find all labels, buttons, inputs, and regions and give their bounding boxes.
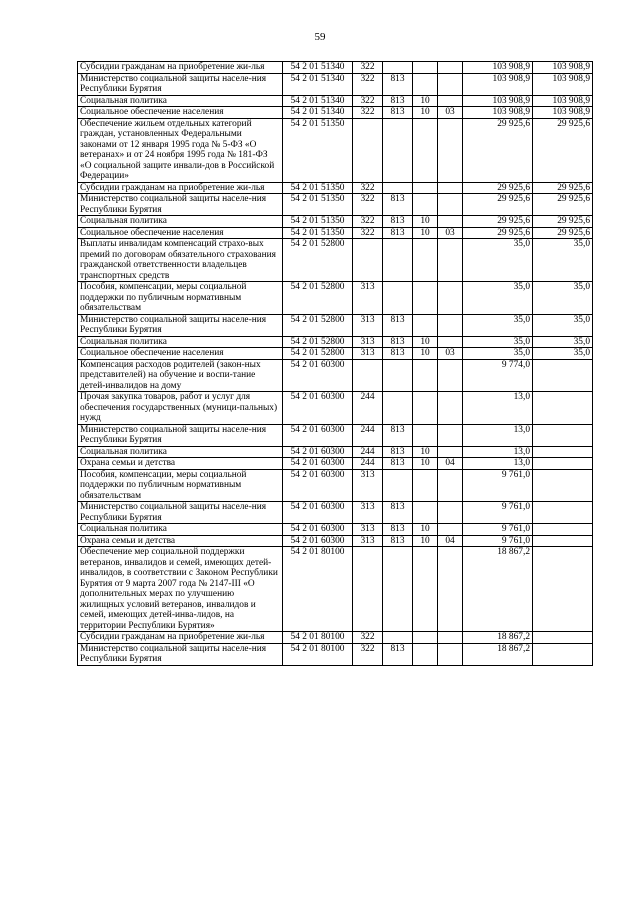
cell-subsection: 04 <box>438 458 463 470</box>
cell-name: Компенсация расходов родителей (закон-ных представителей) на обучение и воспи-тание детей-инвалидов на дому <box>78 359 283 392</box>
table-row <box>78 469 593 502</box>
table-row <box>78 107 593 119</box>
cell-section <box>413 62 438 74</box>
table-row <box>78 359 593 392</box>
cell-sum-2: 29 925,6 <box>533 182 593 194</box>
table-row <box>78 73 593 95</box>
cell-section <box>413 632 438 644</box>
cell-sum-2: 103 908,9 <box>533 107 593 119</box>
cell-section: 10 <box>413 535 438 547</box>
cell-subsection <box>438 446 463 458</box>
cell-section: 10 <box>413 107 438 119</box>
cell-sum-2: 35,0 <box>533 314 593 336</box>
cell-target-article: 54 2 01 80100 <box>283 632 353 644</box>
cell-name: Субсидии гражданам на приобретение жи-лья <box>78 632 283 644</box>
cell-section: 10 <box>413 227 438 239</box>
cell-sum-2 <box>533 535 593 547</box>
cell-expense-type: 322 <box>353 632 383 644</box>
cell-target-article: 54 2 01 51350 <box>283 182 353 194</box>
cell-sum-1: 35,0 <box>463 336 533 348</box>
cell-expense-type: 313 <box>353 314 383 336</box>
cell-sum-1: 35,0 <box>463 239 533 282</box>
cell-name: Охрана семьи и детства <box>78 458 283 470</box>
cell-subsection <box>438 632 463 644</box>
cell-sum-2: 29 925,6 <box>533 227 593 239</box>
cell-section: 10 <box>413 336 438 348</box>
cell-sum-2: 29 925,6 <box>533 194 593 216</box>
cell-ministry-code: 813 <box>383 524 413 536</box>
cell-section <box>413 359 438 392</box>
cell-name: Пособия, компенсации, меры социальной поддержки по публичным нормативным обязательствам <box>78 282 283 315</box>
cell-ministry-code: 813 <box>383 535 413 547</box>
cell-ministry-code: 813 <box>383 424 413 446</box>
cell-subsection <box>438 392 463 425</box>
cell-sum-1: 103 908,9 <box>463 107 533 119</box>
cell-target-article: 54 2 01 51350 <box>283 194 353 216</box>
cell-ministry-code <box>383 239 413 282</box>
cell-sum-1: 9 774,0 <box>463 359 533 392</box>
cell-name: Министерство социальной защиты населе-ния Республики Бурятия <box>78 314 283 336</box>
cell-ministry-code <box>383 182 413 194</box>
cell-ministry-code: 813 <box>383 314 413 336</box>
cell-sum-2 <box>533 502 593 524</box>
cell-name: Социальная политика <box>78 95 283 107</box>
cell-ministry-code <box>383 118 413 182</box>
cell-expense-type: 313 <box>353 535 383 547</box>
cell-expense-type: 322 <box>353 182 383 194</box>
cell-ministry-code <box>383 282 413 315</box>
cell-target-article: 54 2 01 51340 <box>283 107 353 119</box>
cell-target-article: 54 2 01 80100 <box>283 643 353 665</box>
cell-sum-1: 103 908,9 <box>463 62 533 74</box>
cell-target-article: 54 2 01 52800 <box>283 348 353 360</box>
cell-expense-type: 322 <box>353 95 383 107</box>
cell-expense-type <box>353 239 383 282</box>
cell-sum-1: 13,0 <box>463 458 533 470</box>
cell-subsection <box>438 336 463 348</box>
cell-expense-type: 313 <box>353 502 383 524</box>
cell-sum-2: 29 925,6 <box>533 118 593 182</box>
cell-subsection <box>438 62 463 74</box>
cell-section <box>413 547 438 632</box>
cell-sum-1: 18 867,2 <box>463 632 533 644</box>
cell-sum-2 <box>533 424 593 446</box>
cell-section <box>413 194 438 216</box>
cell-subsection <box>438 359 463 392</box>
cell-name: Министерство социальной защиты населе-ния Республики Бурятия <box>78 502 283 524</box>
cell-name: Социальная политика <box>78 446 283 458</box>
budget-table <box>77 61 593 666</box>
table-row <box>78 502 593 524</box>
cell-ministry-code: 813 <box>383 216 413 228</box>
cell-ministry-code: 813 <box>383 194 413 216</box>
cell-expense-type <box>353 547 383 632</box>
cell-sum-2 <box>533 547 593 632</box>
cell-section <box>413 424 438 446</box>
cell-name: Социальное обеспечение населения <box>78 227 283 239</box>
cell-target-article: 54 2 01 52800 <box>283 336 353 348</box>
cell-sum-1: 9 761,0 <box>463 535 533 547</box>
table-row <box>78 643 593 665</box>
cell-sum-1: 29 925,6 <box>463 227 533 239</box>
cell-target-article: 54 2 01 51350 <box>283 227 353 239</box>
cell-name: Выплаты инвалидам компенсаций страхо-вых премий по договорам обязательного страхования гражданской ответственности владельцев транспортных средств <box>78 239 283 282</box>
cell-target-article: 54 2 01 52800 <box>283 314 353 336</box>
cell-sum-2 <box>533 632 593 644</box>
cell-subsection: 03 <box>438 227 463 239</box>
cell-subsection <box>438 547 463 632</box>
cell-expense-type: 322 <box>353 216 383 228</box>
page-number: 59 <box>314 31 326 43</box>
cell-target-article: 54 2 01 60300 <box>283 535 353 547</box>
cell-name: Министерство социальной защиты населе-ния Республики Бурятия <box>78 424 283 446</box>
cell-ministry-code: 813 <box>383 95 413 107</box>
cell-name: Социальное обеспечение населения <box>78 348 283 360</box>
cell-subsection <box>438 643 463 665</box>
cell-sum-2: 35,0 <box>533 336 593 348</box>
cell-sum-1: 13,0 <box>463 392 533 425</box>
cell-ministry-code <box>383 547 413 632</box>
cell-target-article: 54 2 01 60300 <box>283 502 353 524</box>
cell-sum-1: 9 761,0 <box>463 469 533 502</box>
cell-sum-2: 35,0 <box>533 239 593 282</box>
cell-sum-2: 103 908,9 <box>533 62 593 74</box>
cell-expense-type: 244 <box>353 424 383 446</box>
cell-expense-type: 322 <box>353 62 383 74</box>
cell-sum-2 <box>533 392 593 425</box>
cell-target-article: 54 2 01 52800 <box>283 239 353 282</box>
cell-expense-type: 322 <box>353 194 383 216</box>
cell-sum-1: 35,0 <box>463 282 533 315</box>
cell-ministry-code <box>383 392 413 425</box>
cell-sum-1: 29 925,6 <box>463 216 533 228</box>
cell-ministry-code: 813 <box>383 643 413 665</box>
cell-name: Субсидии гражданам на приобретение жи-лья <box>78 62 283 74</box>
cell-ministry-code <box>383 632 413 644</box>
cell-ministry-code: 813 <box>383 348 413 360</box>
cell-subsection <box>438 95 463 107</box>
cell-sum-2 <box>533 359 593 392</box>
table-row <box>78 239 593 282</box>
table-row <box>78 314 593 336</box>
table-row <box>78 348 593 360</box>
cell-sum-2 <box>533 446 593 458</box>
cell-subsection: 03 <box>438 348 463 360</box>
cell-name: Социальное обеспечение населения <box>78 107 283 119</box>
cell-section <box>413 73 438 95</box>
cell-name: Охрана семьи и детства <box>78 535 283 547</box>
cell-sum-1: 18 867,2 <box>463 547 533 632</box>
table-row <box>78 95 593 107</box>
cell-target-article: 54 2 01 80100 <box>283 547 353 632</box>
cell-subsection <box>438 182 463 194</box>
table-row <box>78 194 593 216</box>
cell-target-article: 54 2 01 60300 <box>283 359 353 392</box>
cell-section: 10 <box>413 458 438 470</box>
cell-subsection <box>438 524 463 536</box>
cell-expense-type: 244 <box>353 392 383 425</box>
cell-ministry-code: 813 <box>383 107 413 119</box>
cell-subsection <box>438 502 463 524</box>
cell-sum-1: 29 925,6 <box>463 118 533 182</box>
cell-sum-1: 103 908,9 <box>463 73 533 95</box>
cell-section: 10 <box>413 348 438 360</box>
cell-name: Министерство социальной защиты населе-ния Республики Бурятия <box>78 73 283 95</box>
cell-sum-2: 103 908,9 <box>533 95 593 107</box>
cell-target-article: 54 2 01 60300 <box>283 424 353 446</box>
cell-sum-2 <box>533 643 593 665</box>
cell-sum-2: 29 925,6 <box>533 216 593 228</box>
table-row <box>78 118 593 182</box>
cell-section <box>413 239 438 282</box>
cell-expense-type: 322 <box>353 73 383 95</box>
cell-target-article: 54 2 01 60300 <box>283 446 353 458</box>
cell-name: Обеспечение жильем отдельных категорий граждан, установленных Федеральными законами от 12 января 1995 года № 5-ФЗ «О ветеранах» и от 24 ноября 1995 года № 181-ФЗ «О социальной защите инвали-дов в Российской Федерации» <box>78 118 283 182</box>
table-row <box>78 547 593 632</box>
cell-section: 10 <box>413 524 438 536</box>
cell-sum-2 <box>533 524 593 536</box>
cell-target-article: 54 2 01 60300 <box>283 458 353 470</box>
cell-ministry-code: 813 <box>383 73 413 95</box>
cell-target-article: 54 2 01 51340 <box>283 62 353 74</box>
cell-name: Субсидии гражданам на приобретение жи-лья <box>78 182 283 194</box>
table-row <box>78 632 593 644</box>
table-row <box>78 392 593 425</box>
cell-ministry-code <box>383 359 413 392</box>
table-row <box>78 282 593 315</box>
cell-section <box>413 392 438 425</box>
table-row <box>78 446 593 458</box>
cell-name: Министерство социальной защиты населе-ния Республики Бурятия <box>78 194 283 216</box>
cell-ministry-code: 813 <box>383 227 413 239</box>
cell-sum-2: 35,0 <box>533 348 593 360</box>
cell-ministry-code: 813 <box>383 458 413 470</box>
cell-target-article: 54 2 01 51340 <box>283 95 353 107</box>
cell-target-article: 54 2 01 52800 <box>283 282 353 315</box>
cell-ministry-code: 813 <box>383 446 413 458</box>
cell-expense-type: 244 <box>353 458 383 470</box>
cell-target-article: 54 2 01 60300 <box>283 469 353 502</box>
cell-target-article: 54 2 01 60300 <box>283 392 353 425</box>
cell-expense-type: 322 <box>353 227 383 239</box>
cell-section: 10 <box>413 216 438 228</box>
cell-target-article: 54 2 01 51340 <box>283 73 353 95</box>
cell-subsection: 03 <box>438 107 463 119</box>
cell-sum-1: 29 925,6 <box>463 194 533 216</box>
cell-ministry-code <box>383 62 413 74</box>
table-row <box>78 62 593 74</box>
cell-sum-1: 35,0 <box>463 348 533 360</box>
cell-sum-1: 9 761,0 <box>463 502 533 524</box>
cell-subsection <box>438 194 463 216</box>
cell-sum-1: 29 925,6 <box>463 182 533 194</box>
cell-ministry-code: 813 <box>383 336 413 348</box>
table-row <box>78 458 593 470</box>
cell-name: Прочая закупка товаров, работ и услуг для обеспечения государственных (муници-пальных) нужд <box>78 392 283 425</box>
cell-sum-1: 13,0 <box>463 424 533 446</box>
cell-section <box>413 118 438 182</box>
cell-subsection <box>438 118 463 182</box>
cell-section: 10 <box>413 446 438 458</box>
cell-subsection <box>438 282 463 315</box>
table-row <box>78 535 593 547</box>
cell-sum-1: 103 908,9 <box>463 95 533 107</box>
cell-name: Социальная политика <box>78 336 283 348</box>
cell-subsection <box>438 239 463 282</box>
cell-expense-type: 313 <box>353 336 383 348</box>
cell-name: Обеспечение мер социальной поддержки ветеранов, инвалидов и семей, имеющих детей-инвалидов, в соответствии с Законом Республики Бурятия от 9 марта 2007 года № 2147-III «О дополнительных мерах по улучшению жилищных условий ветеранов, инвалидов и семей, имеющих детей-инва-лидов, на территории Республики Бурятия» <box>78 547 283 632</box>
cell-section <box>413 282 438 315</box>
cell-sum-1: 35,0 <box>463 314 533 336</box>
cell-expense-type: 244 <box>353 446 383 458</box>
cell-section <box>413 182 438 194</box>
cell-target-article: 54 2 01 51350 <box>283 118 353 182</box>
cell-subsection <box>438 424 463 446</box>
cell-section: 10 <box>413 95 438 107</box>
table-row <box>78 216 593 228</box>
cell-section <box>413 502 438 524</box>
cell-section <box>413 469 438 502</box>
table-row <box>78 424 593 446</box>
table-row <box>78 524 593 536</box>
cell-target-article: 54 2 01 51350 <box>283 216 353 228</box>
cell-sum-2: 35,0 <box>533 282 593 315</box>
table-row <box>78 336 593 348</box>
cell-sum-1: 13,0 <box>463 446 533 458</box>
cell-expense-type: 313 <box>353 524 383 536</box>
cell-name: Пособия, компенсации, меры социальной поддержки по публичным нормативным обязательствам <box>78 469 283 502</box>
cell-sum-2 <box>533 458 593 470</box>
cell-subsection <box>438 314 463 336</box>
cell-ministry-code: 813 <box>383 502 413 524</box>
cell-expense-type <box>353 118 383 182</box>
cell-section <box>413 643 438 665</box>
table-row <box>78 182 593 194</box>
cell-sum-1: 18 867,2 <box>463 643 533 665</box>
cell-expense-type: 322 <box>353 643 383 665</box>
cell-expense-type: 313 <box>353 348 383 360</box>
cell-sum-1: 9 761,0 <box>463 524 533 536</box>
cell-expense-type <box>353 359 383 392</box>
cell-expense-type: 313 <box>353 469 383 502</box>
cell-subsection <box>438 73 463 95</box>
cell-expense-type: 313 <box>353 282 383 315</box>
cell-name: Министерство социальной защиты населе-ния Республики Бурятия <box>78 643 283 665</box>
cell-subsection <box>438 216 463 228</box>
cell-name: Социальная политика <box>78 524 283 536</box>
cell-subsection: 04 <box>438 535 463 547</box>
cell-section <box>413 314 438 336</box>
cell-sum-2: 103 908,9 <box>533 73 593 95</box>
cell-name: Социальная политика <box>78 216 283 228</box>
cell-target-article: 54 2 01 60300 <box>283 524 353 536</box>
table-row <box>78 227 593 239</box>
cell-sum-2 <box>533 469 593 502</box>
cell-expense-type: 322 <box>353 107 383 119</box>
cell-ministry-code <box>383 469 413 502</box>
cell-subsection <box>438 469 463 502</box>
